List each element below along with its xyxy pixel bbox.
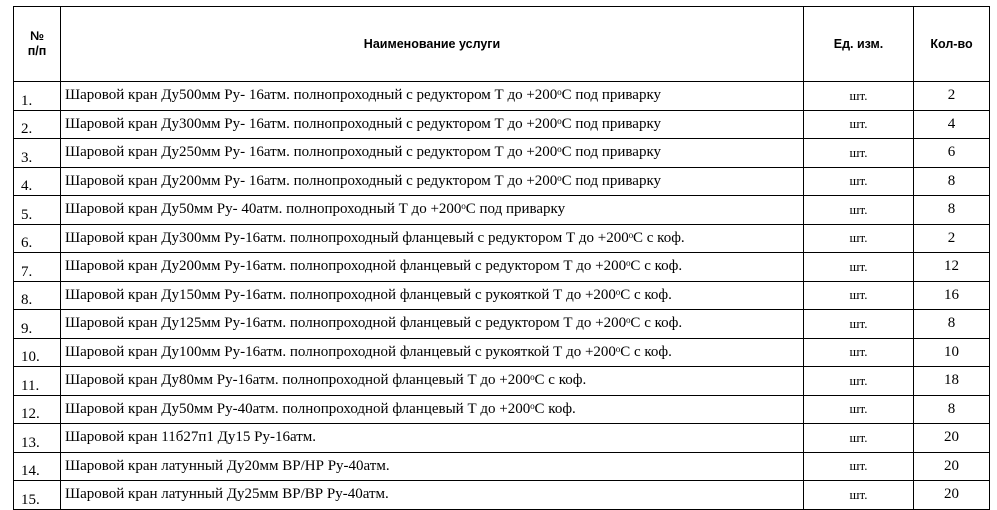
header-service-name: Наименование услуги — [61, 7, 804, 82]
service-name: Шаровой кран Ду250мм Ру- 16атм. полнопроходный с редуктором Т до +200ᵒС под приварку — [61, 139, 804, 168]
unit-cell: шт. — [804, 281, 914, 310]
unit-cell: шт. — [804, 253, 914, 282]
quantity-cell: 20 — [914, 481, 990, 510]
table-row — [14, 452, 990, 481]
row-number: 5. — [14, 196, 61, 225]
quantity-cell: 4 — [914, 110, 990, 139]
table-row — [14, 424, 990, 453]
table-row — [14, 139, 990, 168]
table-row — [14, 338, 990, 367]
service-name: Шаровой кран латунный Ду25мм ВР/ВР Ру-40атм. — [61, 481, 804, 510]
quantity-cell: 6 — [914, 139, 990, 168]
row-number: 10. — [14, 338, 61, 367]
service-name: Шаровой кран Ду300мм Ру-16атм. полнопроходный фланцевый с редуктором Т до +200ᵒС с коф. — [61, 224, 804, 253]
table-row — [14, 110, 990, 139]
row-number: 14. — [14, 452, 61, 481]
row-number: 13. — [14, 424, 61, 453]
header-number — [14, 7, 61, 82]
service-name: Шаровой кран Ду80мм Ру-16атм. полнопроходной фланцевый Т до +200ᵒС с коф. — [61, 367, 804, 396]
table-row — [14, 196, 990, 225]
service-name: Шаровой кран Ду50мм Ру-40атм. полнопроходной фланцевый Т до +200ᵒС коф. — [61, 395, 804, 424]
service-name: Шаровой кран Ду200мм Ру-16атм. полнопроходной фланцевый с редуктором Т до +200ᵒС с коф. — [61, 253, 804, 282]
row-number: 15. — [14, 481, 61, 510]
document-page — [13, 6, 990, 510]
table-row — [14, 310, 990, 339]
unit-cell: шт. — [804, 310, 914, 339]
row-number: 1. — [14, 82, 61, 111]
quantity-cell: 8 — [914, 395, 990, 424]
quantity-cell: 18 — [914, 367, 990, 396]
unit-cell: шт. — [804, 110, 914, 139]
row-number: 3. — [14, 139, 61, 168]
quantity-cell: 12 — [914, 253, 990, 282]
service-name: Шаровой кран Ду200мм Ру- 16атм. полнопроходный с редуктором Т до +200ᵒС под приварку — [61, 167, 804, 196]
unit-cell: шт. — [804, 338, 914, 367]
row-number: 6. — [14, 224, 61, 253]
unit-cell: шт. — [804, 196, 914, 225]
header-unit: Ед. изм. — [804, 7, 914, 82]
quantity-cell: 10 — [914, 338, 990, 367]
service-name: Шаровой кран латунный Ду20мм ВР/НР Ру-40атм. — [61, 452, 804, 481]
service-name: Шаровой кран Ду100мм Ру-16атм. полнопроходной фланцевый с рукояткой Т до +200ᵒС с коф. — [61, 338, 804, 367]
row-number: 12. — [14, 395, 61, 424]
row-number: 4. — [14, 167, 61, 196]
unit-cell: шт. — [804, 481, 914, 510]
service-name: Шаровой кран 11б27п1 Ду15 Ру-16атм. — [61, 424, 804, 453]
table-row — [14, 224, 990, 253]
row-number: 8. — [14, 281, 61, 310]
header-number-symbol: № — [30, 29, 44, 43]
row-number: 7. — [14, 253, 61, 282]
quantity-cell: 8 — [914, 167, 990, 196]
service-name: Шаровой кран Ду500мм Ру- 16атм. полнопроходный с редуктором Т до +200ᵒС под приварку — [61, 82, 804, 111]
row-number: 2. — [14, 110, 61, 139]
quantity-cell: 20 — [914, 452, 990, 481]
quantity-cell: 8 — [914, 310, 990, 339]
service-name: Шаровой кран Ду50мм Ру- 40атм. полнопроходный Т до +200ᵒС под приварку — [61, 196, 804, 225]
header-row — [14, 7, 990, 82]
unit-cell: шт. — [804, 395, 914, 424]
unit-cell: шт. — [804, 452, 914, 481]
row-number: 11. — [14, 367, 61, 396]
table-row — [14, 167, 990, 196]
service-name: Шаровой кран Ду125мм Ру-16атм. полнопроходной фланцевый с редуктором Т до +200ᵒС с коф. — [61, 310, 804, 339]
unit-cell: шт. — [804, 367, 914, 396]
service-name: Шаровой кран Ду300мм Ру- 16атм. полнопроходный с редуктором Т до +200ᵒС под приварку — [61, 110, 804, 139]
unit-cell: шт. — [804, 424, 914, 453]
service-name: Шаровой кран Ду150мм Ру-16атм. полнопроходной фланцевый с рукояткой Т до +200ᵒС с коф. — [61, 281, 804, 310]
unit-cell: шт. — [804, 82, 914, 111]
quantity-cell: 8 — [914, 196, 990, 225]
table-row — [14, 82, 990, 111]
unit-cell: шт. — [804, 224, 914, 253]
quantity-cell: 2 — [914, 224, 990, 253]
table-row — [14, 395, 990, 424]
quantity-cell: 16 — [914, 281, 990, 310]
quantity-cell: 2 — [914, 82, 990, 111]
unit-cell: шт. — [804, 139, 914, 168]
table-row — [14, 367, 990, 396]
header-number-abbrev: п/п — [27, 44, 47, 58]
unit-cell: шт. — [804, 167, 914, 196]
table-row — [14, 281, 990, 310]
table-row — [14, 253, 990, 282]
header-quantity: Кол-во — [914, 7, 990, 82]
quantity-cell: 20 — [914, 424, 990, 453]
services-table — [13, 6, 990, 510]
row-number: 9. — [14, 310, 61, 339]
table-row — [14, 481, 990, 510]
